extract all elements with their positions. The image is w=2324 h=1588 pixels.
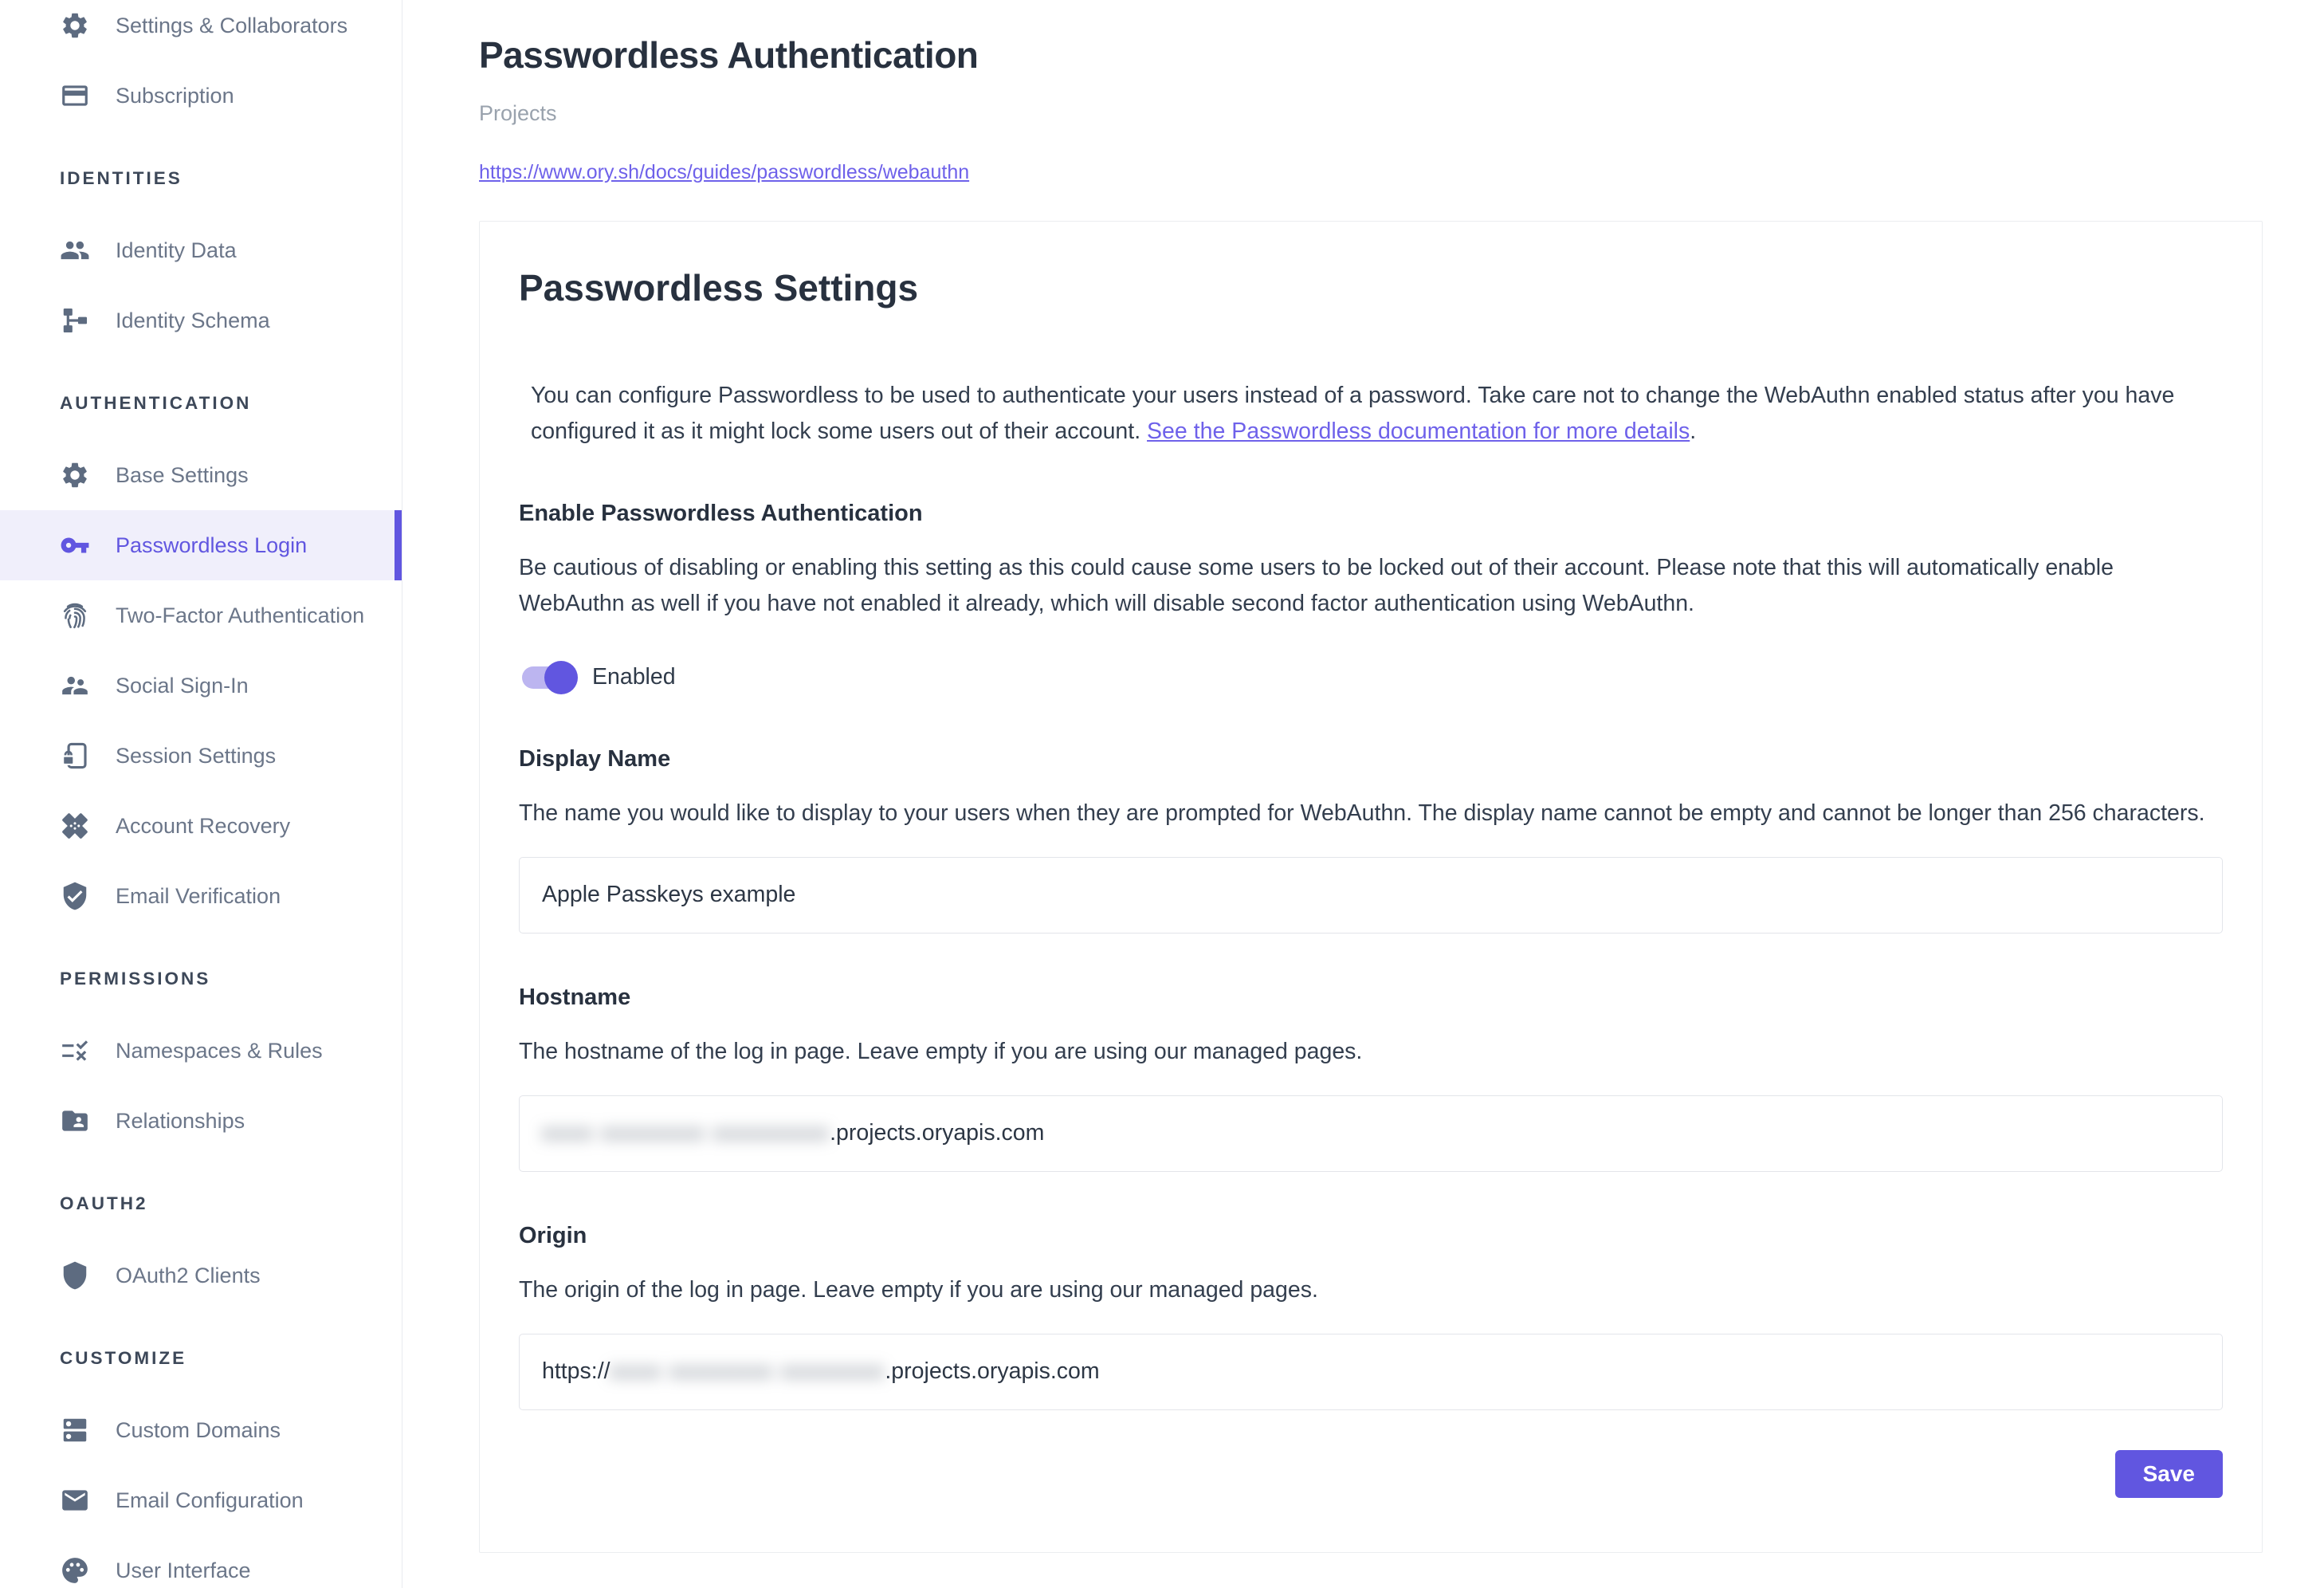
webauthn-docs-link[interactable]: https://www.ory.sh/docs/guides/passwordless/webauthn [479, 160, 970, 183]
display-name-input[interactable] [519, 857, 2223, 934]
hostname-input[interactable] [519, 1095, 2223, 1172]
sidebar-item-label: Email Configuration [116, 1488, 304, 1512]
sidebar-item-label: Relationships [116, 1108, 245, 1133]
sidebar-item-label: Settings & Collaborators [116, 13, 348, 37]
sidebar-section-label: AUTHENTICATION [60, 393, 252, 413]
save-button[interactable]: Save [2115, 1450, 2223, 1498]
sidebar-item-label: Two-Factor Authentication [116, 603, 365, 627]
display-name-heading: Display Name [519, 745, 671, 772]
sidebar-item-label: Identity Data [116, 238, 237, 262]
schema-icon [60, 305, 90, 336]
intro-suffix: . [1690, 418, 1697, 444]
sidebar-item-label: Session Settings [116, 743, 277, 768]
fingerprint-icon [60, 600, 90, 631]
session-icon [60, 741, 90, 771]
sidebar-section-permissions [0, 931, 402, 1016]
hostname-description: The hostname of the log in page. Leave empty if you are using our managed pages. [519, 1038, 1363, 1064]
display-name-description: The name you would like to display to your users when they are prompted for WebAuthn. The display name cannot be empty and cannot be longer than 256 characters. [519, 800, 2205, 826]
sidebar-item-oauth2-clients[interactable] [0, 1240, 402, 1311]
sidebar-item-settings-collaborators[interactable] [0, 0, 402, 61]
card-title: Passwordless Settings [519, 266, 919, 309]
sidebar-item-label: Namespaces & Rules [116, 1038, 323, 1063]
sidebar-section-label: IDENTITIES [60, 168, 183, 188]
sidebar-item-base-settings[interactable] [0, 440, 402, 510]
page-title: Passwordless Authentication [479, 34, 979, 76]
sidebar-item-session-settings[interactable] [0, 721, 402, 791]
toggle-knob [544, 661, 578, 694]
gear-icon [60, 10, 90, 41]
key-icon [60, 530, 90, 560]
passwordless-toggle[interactable] [522, 666, 571, 689]
sidebar-item-label: Email Verification [116, 883, 281, 908]
hostname-heading: Hostname [519, 984, 631, 1010]
hostname-value-suffix: .projects.oryapis.com [830, 1120, 1045, 1146]
people-icon [60, 235, 90, 265]
gear-icon [60, 460, 90, 490]
sidebar-item-label: Custom Domains [116, 1417, 281, 1442]
sidebar-item-account-recovery[interactable] [0, 791, 402, 861]
shield-icon [60, 1260, 90, 1291]
sidebar-item-label: Base Settings [116, 462, 249, 487]
sidebar-section-authentication [0, 356, 402, 440]
sidebar-section-customize [0, 1311, 402, 1395]
mail-icon [60, 1485, 90, 1515]
breadcrumb: Projects [479, 100, 557, 125]
sidebar-section-identities [0, 131, 402, 215]
enable-heading: Enable Passwordless Authentication [519, 500, 923, 526]
sidebar-item-label: Passwordless Login [116, 533, 308, 557]
sidebar-item-label: OAuth2 Clients [116, 1263, 261, 1287]
sidebar-section-oauth2 [0, 1156, 402, 1240]
enable-description: Be cautious of disabling or enabling this setting as this could cause some users to be locked out of their account. Please note that this will automatically enable WebAuthn as well if you have not enabled it already, which will disable second factor authentication using WebAuthn. [519, 554, 2114, 616]
origin-input[interactable] [519, 1334, 2223, 1410]
passwordless-settings-card [479, 221, 2263, 1553]
origin-heading: Origin [519, 1222, 587, 1248]
toggle-label: Enabled [592, 664, 676, 690]
sidebar-item-namespaces-rules[interactable] [0, 1016, 402, 1086]
sidebar-item-label: Identity Schema [116, 308, 270, 332]
passwordless-docs-link[interactable]: See the Passwordless documentation for more details [1147, 418, 1690, 444]
card-intro [531, 378, 2223, 450]
sidebar-item-social-sign-in[interactable] [0, 651, 402, 721]
sidebar-item-two-factor-authentication[interactable] [0, 580, 402, 651]
palette-icon [60, 1555, 90, 1586]
sidebar-item-label: Account Recovery [116, 813, 291, 838]
origin-description: The origin of the log in page. Leave empty if you are using our managed pages. [519, 1276, 1318, 1303]
credit-card-icon [60, 81, 90, 111]
hostname-masked-value: xxxx xxxxxxxx xxxxxxxxx [542, 1120, 830, 1146]
sidebar-item-email-configuration[interactable] [0, 1465, 402, 1535]
social-icon [60, 670, 90, 701]
sidebar-nav [0, 0, 402, 1588]
shield-check-icon [60, 881, 90, 911]
origin-value-prefix: https:// [542, 1358, 610, 1385]
sidebar-item-identity-schema[interactable] [0, 285, 402, 356]
healing-icon [60, 811, 90, 841]
main-content [402, 0, 2324, 1588]
sidebar [0, 0, 402, 1588]
sidebar-item-passwordless-login[interactable] [0, 510, 402, 580]
sidebar-section-label: OAUTH2 [60, 1193, 148, 1213]
sidebar-item-custom-domains[interactable] [0, 1395, 402, 1465]
servers-icon [60, 1415, 90, 1445]
folder-user-icon [60, 1106, 90, 1136]
sidebar-item-user-interface[interactable] [0, 1535, 402, 1588]
sidebar-item-identity-data[interactable] [0, 215, 402, 285]
origin-value-suffix: .projects.oryapis.com [885, 1358, 1100, 1385]
sidebar-item-label: Subscription [116, 83, 234, 108]
sidebar-item-relationships[interactable] [0, 1086, 402, 1156]
sidebar-section-label: PERMISSIONS [60, 969, 211, 989]
sidebar-item-subscription[interactable] [0, 61, 402, 131]
sidebar-item-label: User Interface [116, 1558, 251, 1582]
sidebar-section-label: CUSTOMIZE [60, 1348, 187, 1368]
sidebar-item-label: Social Sign-In [116, 673, 249, 698]
enable-toggle-row [519, 660, 2223, 695]
sidebar-item-email-verification[interactable] [0, 861, 402, 931]
rule-icon [60, 1036, 90, 1066]
origin-masked-value: xxxx xxxxxxxx xxxxxxxx [610, 1358, 885, 1385]
intro-text: You can configure Passwordless to be used to authenticate your users instead of a password. Take care not to change the WebAuthn enabled status after you have configured it as it might lock some users out of their account. [531, 382, 2175, 444]
save-row [519, 1450, 2223, 1498]
